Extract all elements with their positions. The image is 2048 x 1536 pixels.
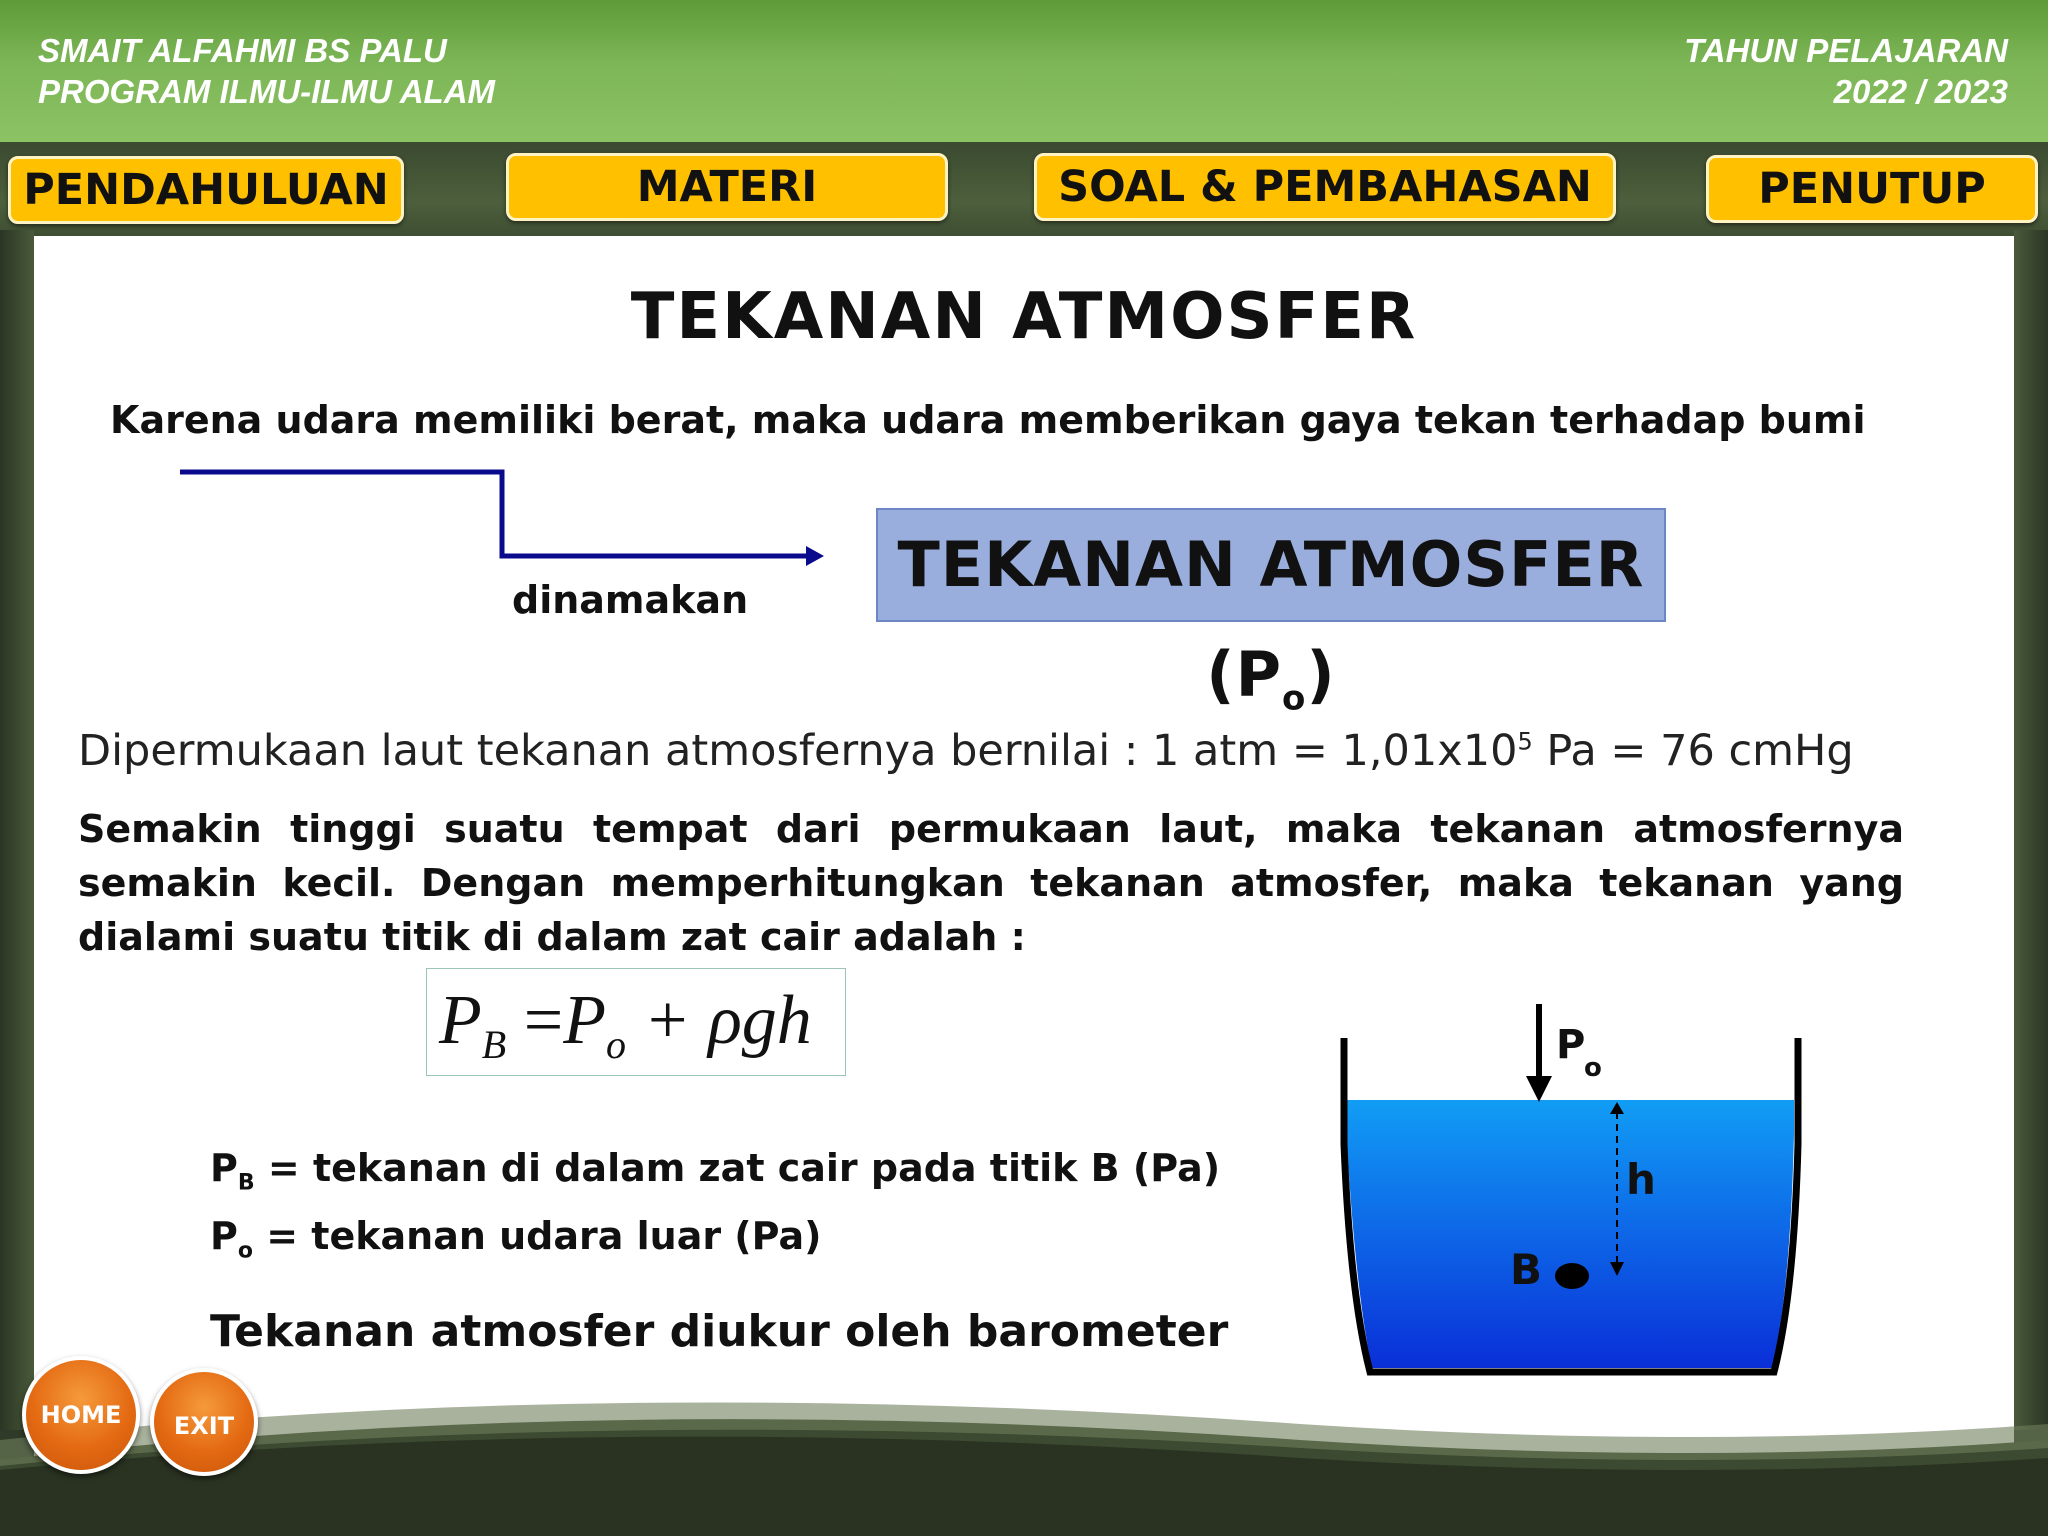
sea-level-pressure-text [78,726,1854,776]
year-label: TAHUN PELAJARAN [1684,32,2008,69]
b-label: B [1510,1245,1543,1294]
formula-sub-o: o [605,1022,626,1067]
nav-penutup-button[interactable]: PENUTUP [1706,155,2038,223]
pressure-formula [426,968,846,1076]
container-diagram [1320,994,1840,1394]
exit-button[interactable]: EXIT [150,1368,258,1476]
explanation-paragraph: Semakin tinggi suatu tempat dari permukaan laut, maka tekanan atmosfernya semakin kecil. Dengan memperhitungkan tekanan atmosfer, maka tekanan yang dialami suatu titik di dalam zat cair adalah : [78,807,1904,959]
sea-level-text-b: Pa = 76 cmHg [1532,726,1854,776]
frame-right [2014,230,2048,1430]
box-close: ) [1306,638,1336,711]
formula-p2: P [563,982,606,1059]
formula-rest: + ρgh [625,982,812,1059]
home-button[interactable]: HOME [22,1356,140,1474]
formula-p: P [439,982,482,1059]
nav-materi-button[interactable]: MATERI [506,153,948,221]
frame-left [0,230,34,1430]
point-b-dot [1555,1263,1589,1289]
header-left [38,30,495,112]
page-title: TEKANAN ATMOSFER [630,280,1418,354]
school-name: SMAIT ALFAHMI BS PALU [38,32,447,69]
sea-level-text-a: Dipermukaan laut tekanan atmosfernya bernilai : 1 atm = 1,01x10 [78,726,1518,776]
definition-po [210,1214,822,1264]
box-text: TEKANAN ATMOSFER (P [897,528,1645,711]
definition-pb [210,1146,1220,1196]
nav-soal-button[interactable]: SOAL & PEMBAHASAN [1034,153,1616,221]
dinamakan-label: dinamakan [512,578,749,622]
bottom-swoosh [0,1400,2048,1536]
def-po-symbol: P [210,1214,238,1258]
year-value: 2022 / 2023 [1833,73,2008,110]
header-band [0,0,2048,142]
nav-pendahuluan-button[interactable]: PENDAHULUAN [8,156,404,224]
sea-level-exponent: 5 [1517,727,1533,756]
formula-sub-b: B [481,1022,507,1067]
po-label: P [1556,1022,1586,1068]
connector-arrow [170,460,830,580]
barometer-text: Tekanan atmosfer diukur oleh barometer [210,1306,1229,1357]
h-label: h [1626,1155,1656,1204]
po-arrow-head [1526,1076,1552,1102]
water-fill [1347,1100,1794,1368]
def-pb-text: = tekanan di dalam zat cair pada titik B (Pa) [254,1146,1221,1190]
def-po-text: = tekanan udara luar (Pa) [252,1214,822,1258]
box-subscript: o [1282,678,1307,719]
def-po-subscript: o [237,1238,253,1264]
def-pb-subscript: B [237,1170,255,1196]
atmospheric-pressure-box [876,508,1666,719]
header-right [1684,30,2008,112]
def-pb-symbol: P [210,1146,238,1190]
intro-text: Karena udara memiliki berat, maka udara memberikan gaya tekan terhadap bumi [110,398,1866,442]
formula-equals: = [506,982,564,1059]
program-name: PROGRAM ILMU-ILMU ALAM [38,73,496,110]
po-subscript: o [1584,1053,1602,1083]
